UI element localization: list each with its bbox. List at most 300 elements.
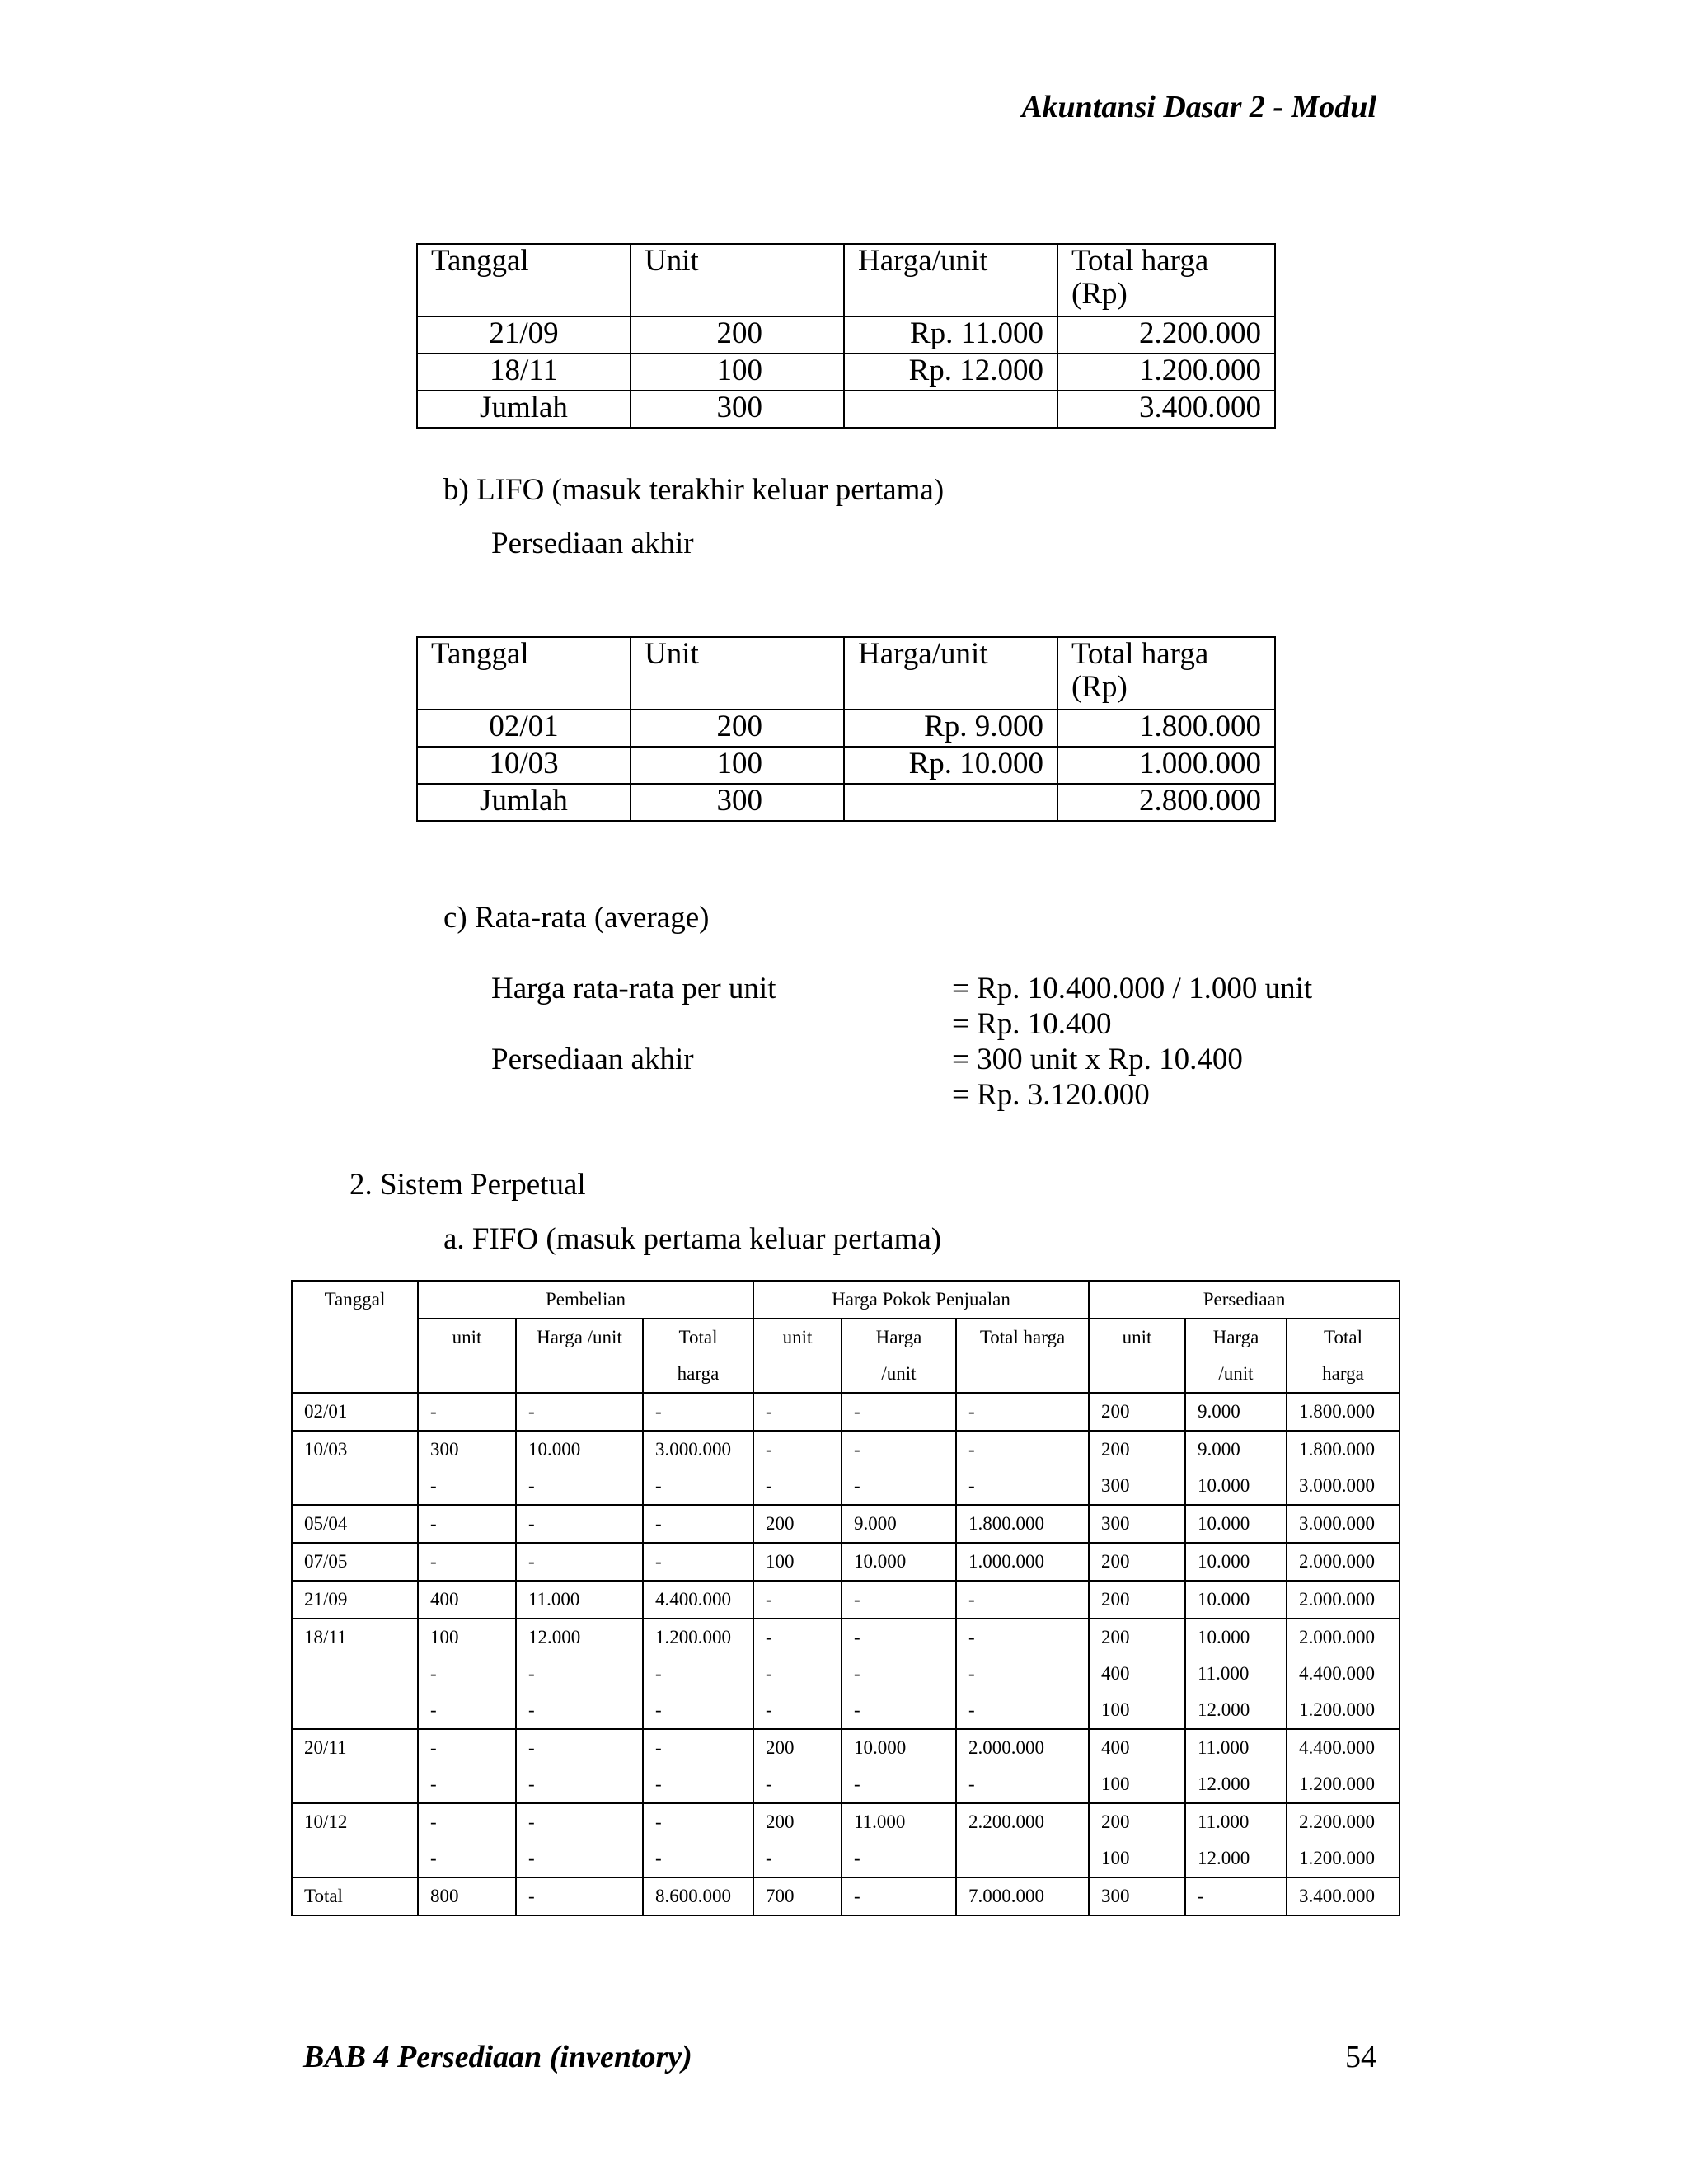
cell-line: 1.800.000 xyxy=(1299,1401,1375,1422)
cell-line: - xyxy=(430,1401,437,1422)
avg-price-equation: = Rp. 10.400.000 / 1.000 unit xyxy=(952,972,1313,1005)
table-cell xyxy=(842,1619,956,1729)
table-cell xyxy=(643,1803,753,1877)
cell-line: 200 xyxy=(1101,1811,1130,1832)
cell-line: - xyxy=(854,1627,860,1647)
table-cell xyxy=(643,1877,753,1915)
table-cell xyxy=(844,784,1057,821)
table-cell: Rp. 10.000 xyxy=(844,747,1057,784)
ending-inventory-result: = Rp. 3.120.000 xyxy=(952,1078,1150,1112)
cell-line: 9.000 xyxy=(854,1513,897,1534)
table-cell xyxy=(1185,1729,1287,1803)
table-row xyxy=(292,1543,1400,1581)
table-cell xyxy=(956,1581,1089,1619)
cell-line: 7.000.000 xyxy=(968,1886,1044,1906)
table-cell: 1.200.000 xyxy=(1057,354,1275,391)
col-header: Harga/unit xyxy=(844,637,1057,710)
table-row xyxy=(292,1581,1400,1619)
group-header-row xyxy=(292,1281,1400,1319)
cell-line: 300 xyxy=(1101,1886,1130,1906)
running-header: Akuntansi Dasar 2 - Modul xyxy=(1021,90,1376,124)
cell-line: - xyxy=(766,1848,772,1868)
table-cell: 100 xyxy=(631,747,844,784)
cell-line: - xyxy=(655,1737,662,1758)
cell-line: 100 xyxy=(1101,1848,1130,1868)
page-number: 54 xyxy=(1345,2040,1376,2074)
cell-line: 300 xyxy=(430,1439,459,1460)
table-row xyxy=(417,391,1275,428)
table-cell xyxy=(753,1619,842,1729)
table-cell xyxy=(516,1803,643,1877)
cell-line: 2.000.000 xyxy=(1299,1589,1375,1610)
perpetual-fifo-table xyxy=(291,1280,1400,1916)
table-cell: 1.800.000 xyxy=(1057,710,1275,747)
table-cell: 10/03 xyxy=(417,747,631,784)
cell-line: - xyxy=(766,1475,772,1496)
table-row xyxy=(417,316,1275,354)
sub-header-line: /unit xyxy=(881,1363,917,1384)
cell-line: - xyxy=(528,1848,535,1868)
sub-header-line: Harga xyxy=(1212,1327,1259,1347)
lifo-ending-inventory-table xyxy=(416,636,1276,822)
sub-header xyxy=(643,1319,753,1393)
cell-line: - xyxy=(854,1774,860,1794)
table-cell: 2.200.000 xyxy=(1057,316,1275,354)
table-cell xyxy=(842,1877,956,1915)
table-cell: 1.000.000 xyxy=(1057,747,1275,784)
cell-line: - xyxy=(766,1589,772,1610)
cell-line: - xyxy=(655,1513,662,1534)
cell-line: - xyxy=(766,1627,772,1647)
sub-header-line: Harga xyxy=(875,1327,922,1347)
table-cell xyxy=(643,1393,753,1431)
table-cell: 10/03 xyxy=(292,1431,418,1505)
table-cell: 05/04 xyxy=(292,1505,418,1543)
cell-line: 4.400.000 xyxy=(1299,1663,1375,1684)
cell-line: - xyxy=(766,1774,772,1794)
cell-line: 100 xyxy=(766,1551,795,1572)
cell-line: - xyxy=(766,1699,772,1720)
cell-line: - xyxy=(766,1663,772,1684)
group-header: Pembelian xyxy=(418,1281,753,1319)
table-cell: 21/09 xyxy=(417,316,631,354)
table-row xyxy=(292,1729,1400,1803)
table-cell xyxy=(1185,1393,1287,1431)
table-cell xyxy=(956,1543,1089,1581)
cell-line: - xyxy=(430,1475,437,1496)
table-cell xyxy=(1089,1803,1185,1877)
table-cell xyxy=(753,1543,842,1581)
cell-line: - xyxy=(528,1401,535,1422)
table-cell xyxy=(418,1393,516,1431)
table-cell: 18/11 xyxy=(292,1619,418,1729)
table-cell: 21/09 xyxy=(292,1581,418,1619)
sub-header-line: Harga /unit xyxy=(537,1327,622,1347)
cell-line: 2.000.000 xyxy=(968,1737,1044,1758)
cell-line: 1.800.000 xyxy=(968,1513,1044,1534)
table-cell xyxy=(1287,1581,1400,1619)
table-cell: Jumlah xyxy=(417,784,631,821)
table-row xyxy=(417,784,1275,821)
table-cell xyxy=(956,1393,1089,1431)
table-cell: 300 xyxy=(631,784,844,821)
table-cell: Total xyxy=(292,1877,418,1915)
table-row xyxy=(292,1803,1400,1877)
table-cell xyxy=(956,1505,1089,1543)
cell-line: - xyxy=(766,1439,772,1460)
ending-inventory-label: Persediaan akhir xyxy=(491,1043,694,1076)
cell-line: - xyxy=(1198,1886,1204,1906)
cell-line: 1.800.000 xyxy=(1299,1439,1375,1460)
table-cell xyxy=(1287,1431,1400,1505)
sub-header-line: Total xyxy=(1324,1327,1362,1347)
cell-line: - xyxy=(854,1589,860,1610)
table-cell xyxy=(1089,1877,1185,1915)
table-cell xyxy=(842,1729,956,1803)
cell-line: 11.000 xyxy=(1198,1663,1250,1684)
cell-line: 1.000.000 xyxy=(968,1551,1044,1572)
table-cell xyxy=(1287,1619,1400,1729)
cell-line: - xyxy=(528,1551,535,1572)
table-cell xyxy=(516,1619,643,1729)
table-cell xyxy=(1185,1877,1287,1915)
table-row xyxy=(292,1431,1400,1505)
col-header: Total harga (Rp) xyxy=(1057,244,1275,316)
cell-line: 11.000 xyxy=(1198,1811,1250,1832)
cell-line: - xyxy=(968,1774,975,1794)
cell-line: 100 xyxy=(1101,1699,1130,1720)
cell-line: - xyxy=(655,1401,662,1422)
table-cell xyxy=(418,1543,516,1581)
table-cell xyxy=(956,1431,1089,1505)
sub-header xyxy=(842,1319,956,1393)
cell-line: - xyxy=(528,1774,535,1794)
cell-line: - xyxy=(528,1513,535,1534)
cell-line: 3.000.000 xyxy=(1299,1513,1375,1534)
table-cell xyxy=(1089,1431,1185,1505)
cell-line: - xyxy=(968,1475,975,1496)
sub-header xyxy=(956,1319,1089,1393)
cell-line: 800 xyxy=(430,1886,459,1906)
cell-line: 200 xyxy=(1101,1627,1130,1647)
table-cell xyxy=(842,1431,956,1505)
cell-line: 200 xyxy=(766,1513,795,1534)
cell-line: 10.000 xyxy=(1198,1551,1250,1572)
footer-chapter: BAB 4 Persediaan (inventory) xyxy=(303,2040,692,2074)
table-cell: Rp. 11.000 xyxy=(844,316,1057,354)
table-cell: 100 xyxy=(631,354,844,391)
table-cell xyxy=(753,1729,842,1803)
cell-line: 10.000 xyxy=(1198,1627,1250,1647)
cell-line: 12.000 xyxy=(1198,1774,1250,1794)
avg-price-result: = Rp. 10.400 xyxy=(952,1007,1112,1041)
section-b-title: b) LIFO (masuk terakhir keluar pertama) xyxy=(443,473,945,507)
cell-line: - xyxy=(854,1663,860,1684)
section-c-title: c) Rata-rata (average) xyxy=(443,901,710,935)
cell-line: - xyxy=(854,1401,860,1422)
cell-line: - xyxy=(528,1475,535,1496)
table-cell xyxy=(753,1803,842,1877)
cell-line: - xyxy=(968,1439,975,1460)
table-cell: Rp. 9.000 xyxy=(844,710,1057,747)
cell-line: 3.000.000 xyxy=(655,1439,731,1460)
col-header: Unit xyxy=(631,637,844,710)
table-cell xyxy=(1185,1431,1287,1505)
cell-line: 100 xyxy=(1101,1774,1130,1794)
table-cell xyxy=(1287,1393,1400,1431)
sub-header-line: harga xyxy=(1322,1363,1364,1384)
table-cell xyxy=(1287,1729,1400,1803)
table-cell xyxy=(1185,1505,1287,1543)
cell-line: - xyxy=(430,1774,437,1794)
cell-line: 9.000 xyxy=(1198,1439,1240,1460)
cell-line: 11.000 xyxy=(1198,1737,1250,1758)
table-cell: 200 xyxy=(631,710,844,747)
cell-line: - xyxy=(968,1663,975,1684)
cell-line: 300 xyxy=(1101,1475,1130,1496)
table-cell: 10/12 xyxy=(292,1803,418,1877)
table-cell xyxy=(1089,1619,1185,1729)
table-cell xyxy=(516,1431,643,1505)
group-header: Persediaan xyxy=(1089,1281,1400,1319)
cell-line: 9.000 xyxy=(1198,1401,1240,1422)
table-row xyxy=(417,710,1275,747)
sub-header xyxy=(516,1319,643,1393)
cell-line: - xyxy=(766,1401,772,1422)
sub-header xyxy=(1287,1319,1400,1393)
cell-line: - xyxy=(655,1551,662,1572)
cell-line: 10.000 xyxy=(1198,1513,1250,1534)
table-cell xyxy=(956,1729,1089,1803)
col-header: Tanggal xyxy=(417,244,631,316)
cell-line: - xyxy=(528,1886,535,1906)
cell-line: 700 xyxy=(766,1886,795,1906)
table-cell xyxy=(956,1619,1089,1729)
table-cell xyxy=(956,1803,1089,1877)
cell-line: 1.200.000 xyxy=(655,1627,731,1647)
group-header: Harga Pokok Penjualan xyxy=(753,1281,1089,1319)
cell-line: 10.000 xyxy=(854,1551,907,1572)
table-cell xyxy=(516,1543,643,1581)
table-cell xyxy=(516,1877,643,1915)
section-2a-title: a. FIFO (masuk pertama keluar pertama) xyxy=(443,1222,942,1256)
table-cell xyxy=(1287,1803,1400,1877)
table-cell: 18/11 xyxy=(417,354,631,391)
cell-line: 10.000 xyxy=(1198,1589,1250,1610)
sub-header xyxy=(1185,1319,1287,1393)
cell-line: - xyxy=(430,1699,437,1720)
table-cell xyxy=(1089,1393,1185,1431)
cell-line: - xyxy=(528,1699,535,1720)
table-cell xyxy=(418,1431,516,1505)
table-cell xyxy=(418,1877,516,1915)
table-cell xyxy=(1287,1505,1400,1543)
table-cell xyxy=(842,1505,956,1543)
col-header: Unit xyxy=(631,244,844,316)
ending-inventory-equation: = 300 unit x Rp. 10.400 xyxy=(952,1043,1243,1076)
cell-line: 4.400.000 xyxy=(1299,1737,1375,1758)
cell-line: 2.200.000 xyxy=(1299,1811,1375,1832)
cell-line: - xyxy=(528,1737,535,1758)
cell-line: 3.400.000 xyxy=(1299,1886,1375,1906)
cell-line: - xyxy=(430,1811,437,1832)
table-cell xyxy=(1185,1581,1287,1619)
sub-header-line: /unit xyxy=(1218,1363,1254,1384)
cell-line: - xyxy=(854,1886,860,1906)
table-cell xyxy=(753,1505,842,1543)
cell-line: 2.000.000 xyxy=(1299,1627,1375,1647)
cell-line: 1.200.000 xyxy=(1299,1774,1375,1794)
cell-line: - xyxy=(655,1811,662,1832)
table-cell xyxy=(842,1581,956,1619)
table-cell xyxy=(1089,1505,1185,1543)
table-cell xyxy=(516,1393,643,1431)
table-cell xyxy=(418,1505,516,1543)
cell-line: 400 xyxy=(1101,1737,1130,1758)
cell-line: 10.000 xyxy=(854,1737,907,1758)
sub-header-line: unit xyxy=(1122,1327,1152,1347)
table-row xyxy=(292,1393,1400,1431)
cell-line: - xyxy=(968,1589,975,1610)
table-cell: 300 xyxy=(631,391,844,428)
table-cell xyxy=(643,1431,753,1505)
table-cell xyxy=(516,1581,643,1619)
table-cell xyxy=(418,1803,516,1877)
cell-line: 10.000 xyxy=(1198,1475,1250,1496)
section-b-subtitle: Persediaan akhir xyxy=(491,527,694,560)
cell-line: 200 xyxy=(1101,1401,1130,1422)
table-cell xyxy=(753,1431,842,1505)
table-cell xyxy=(1287,1543,1400,1581)
cell-line: - xyxy=(854,1439,860,1460)
cell-line: - xyxy=(430,1737,437,1758)
table-header-row xyxy=(417,637,1275,710)
table-cell xyxy=(753,1581,842,1619)
cell-line: - xyxy=(528,1811,535,1832)
sub-header-line: harga xyxy=(677,1363,720,1384)
table-cell: 02/01 xyxy=(292,1393,418,1431)
cell-line: 2.200.000 xyxy=(968,1811,1044,1832)
table-cell xyxy=(1287,1877,1400,1915)
table-cell: 200 xyxy=(631,316,844,354)
table-cell xyxy=(842,1543,956,1581)
sub-header xyxy=(1089,1319,1185,1393)
table-cell xyxy=(418,1619,516,1729)
table-cell xyxy=(1089,1729,1185,1803)
cell-line: - xyxy=(968,1627,975,1647)
cell-line: - xyxy=(655,1475,662,1496)
cell-line: 12.000 xyxy=(1198,1848,1250,1868)
cell-line: - xyxy=(655,1663,662,1684)
cell-line: 1.200.000 xyxy=(1299,1848,1375,1868)
table-cell xyxy=(1185,1543,1287,1581)
cell-line: 200 xyxy=(766,1811,795,1832)
cell-line: - xyxy=(854,1699,860,1720)
cell-line: - xyxy=(968,1401,975,1422)
cell-line: 2.000.000 xyxy=(1299,1551,1375,1572)
table-cell: 3.400.000 xyxy=(1057,391,1275,428)
cell-line: 8.600.000 xyxy=(655,1886,731,1906)
table-row xyxy=(292,1505,1400,1543)
cell-line: 200 xyxy=(1101,1551,1130,1572)
cell-line: - xyxy=(528,1663,535,1684)
table-cell: 2.800.000 xyxy=(1057,784,1275,821)
cell-line: 1.200.000 xyxy=(1299,1699,1375,1720)
table-row xyxy=(417,747,1275,784)
cell-line: 4.400.000 xyxy=(655,1589,731,1610)
cell-line: 12.000 xyxy=(1198,1699,1250,1720)
table-cell xyxy=(643,1543,753,1581)
cell-line: - xyxy=(854,1848,860,1868)
table-header-row xyxy=(417,244,1275,316)
sub-header xyxy=(753,1319,842,1393)
table-cell: 02/01 xyxy=(417,710,631,747)
cell-line: 400 xyxy=(1101,1663,1130,1684)
table-cell xyxy=(643,1581,753,1619)
cell-line: 200 xyxy=(766,1737,795,1758)
table-cell: Rp. 12.000 xyxy=(844,354,1057,391)
cell-line: 200 xyxy=(1101,1439,1130,1460)
sub-header-line: unit xyxy=(452,1327,482,1347)
table-cell: Jumlah xyxy=(417,391,631,428)
table-cell xyxy=(516,1505,643,1543)
cell-line: 300 xyxy=(1101,1513,1130,1534)
sub-header-line: Total harga xyxy=(979,1327,1066,1347)
table-cell xyxy=(1185,1619,1287,1729)
col-header: Total harga (Rp) xyxy=(1057,637,1275,710)
table-cell: 20/11 xyxy=(292,1729,418,1803)
table-cell xyxy=(516,1729,643,1803)
cell-line: - xyxy=(430,1513,437,1534)
fifo-ending-inventory-table xyxy=(416,243,1276,429)
cell-line: - xyxy=(655,1848,662,1868)
col-header: Harga/unit xyxy=(844,244,1057,316)
table-cell xyxy=(1089,1543,1185,1581)
cell-line: - xyxy=(430,1551,437,1572)
cell-line: 11.000 xyxy=(528,1589,580,1610)
table-cell xyxy=(643,1729,753,1803)
cell-line: - xyxy=(430,1663,437,1684)
table-cell: 07/05 xyxy=(292,1543,418,1581)
cell-line: 10.000 xyxy=(528,1439,581,1460)
cell-line: 200 xyxy=(1101,1589,1130,1610)
cell-line: 3.000.000 xyxy=(1299,1475,1375,1496)
cell-line: - xyxy=(655,1699,662,1720)
table-cell xyxy=(844,391,1057,428)
cell-line: - xyxy=(854,1475,860,1496)
sub-header-line: unit xyxy=(782,1327,813,1347)
table-cell xyxy=(418,1581,516,1619)
cell-line: 100 xyxy=(430,1627,459,1647)
table-row xyxy=(417,354,1275,391)
table-cell xyxy=(1089,1581,1185,1619)
sub-header-line: Total xyxy=(678,1327,718,1347)
table-cell xyxy=(643,1505,753,1543)
cell-line: 400 xyxy=(430,1589,459,1610)
section-2-title: 2. Sistem Perpetual xyxy=(349,1168,586,1202)
avg-price-label: Harga rata-rata per unit xyxy=(491,972,776,1005)
table-cell xyxy=(753,1877,842,1915)
table-cell xyxy=(956,1877,1089,1915)
table-cell xyxy=(643,1619,753,1729)
table-cell xyxy=(842,1803,956,1877)
table-cell xyxy=(418,1729,516,1803)
cell-line: 11.000 xyxy=(854,1811,906,1832)
cell-line: 12.000 xyxy=(528,1627,581,1647)
table-cell xyxy=(842,1393,956,1431)
cell-line: - xyxy=(430,1848,437,1868)
sub-header xyxy=(418,1319,516,1393)
